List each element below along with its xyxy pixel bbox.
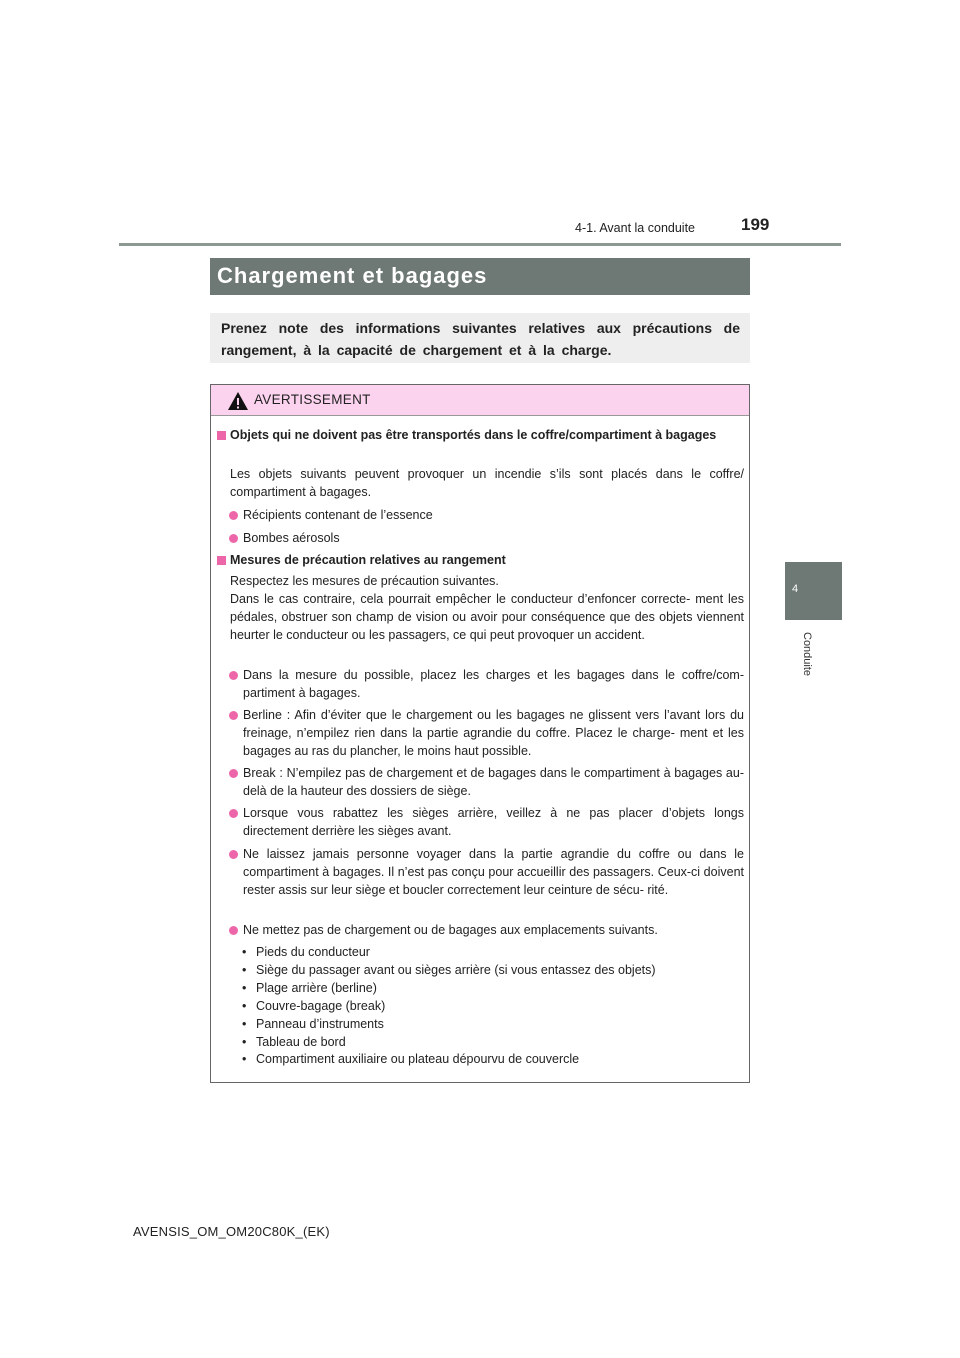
warning-header	[211, 385, 749, 416]
round-bullet-icon	[229, 850, 238, 859]
page-number: 199	[741, 215, 770, 234]
paragraph-text: Dans le cas contraire, cela pourrait empêcher le conducteur d’enfoncer correcte- ment les pédales, obstruer son champ de vision ou avoir pour conséquence que des objets viennent heurter le conducteur ou les passagers, ce qui peut provoquer un accident.	[230, 592, 744, 642]
round-bullet-icon	[229, 809, 238, 818]
sub-list-text: Compartiment auxiliaire ou plateau dépourvu de couvercle	[256, 1052, 580, 1066]
chapter-tab	[785, 562, 842, 620]
warning-title: AVERTISSEMENT	[254, 392, 371, 407]
square-bullet-icon	[217, 431, 226, 440]
list-item-text: Lorsque vous rabattez les sièges arrière, veillez à ne pas placer d’objets longs directement derrière les sièges avant.	[243, 806, 744, 838]
sub-list-text: Plage arrière (berline)	[256, 981, 377, 995]
round-bullet-icon	[229, 769, 238, 778]
document-footer: AVENSIS_OM_OM20C80K_(EK)	[133, 1224, 330, 1239]
sub-list-text: Siège du passager avant ou sièges arrière (si vous entassez des objets)	[256, 963, 656, 977]
round-bullet-icon	[229, 511, 238, 520]
section-header: 4-1. Avant la conduite	[575, 221, 695, 235]
list-item-text: Récipients contenant de l’essence	[243, 508, 433, 522]
round-bullet-icon	[229, 534, 238, 543]
intro-text: Prenez note des informations suivantes relatives aux précautions de rangement, à la capacité de chargement et à la charge.	[221, 320, 740, 358]
intro-box	[210, 313, 750, 363]
sub-list-text: Couvre-bagage (break)	[256, 999, 386, 1013]
section-heading-text: Objets qui ne doivent pas être transportés dans le coffre/compartiment à bagages	[230, 428, 717, 442]
list-item-text: Ne mettez pas de chargement ou de bagages aux emplacements suivants.	[243, 923, 658, 937]
paragraph-text: Respectez les mesures de précaution suivantes.	[230, 574, 499, 588]
square-bullet-icon	[217, 556, 226, 565]
sub-list-text: Panneau d’instruments	[256, 1017, 384, 1031]
round-bullet-icon	[229, 671, 238, 680]
title-bar	[210, 258, 750, 295]
round-bullet-icon	[229, 926, 238, 935]
header-rule	[119, 243, 841, 246]
chapter-label: Conduite	[801, 632, 813, 677]
list-item-text: Berline : Afin d’éviter que le chargement ou les bagages ne glissent vers l’avant lors du freinage, n’empilez rien dans la partie agrandie du coffre. Placez le charge- ment et les bagages au ras du plancher, le moins haut possible.	[243, 708, 744, 758]
warning-box: AVERTISSEMENT Objets qui ne doivent pas être transportés dans le coffre/compartiment à bagages Les objets suivants peuvent provoquer un incendie s’ils sont placés dans le coffre/ compartiment à bagages. Récipients contenant de l’essence Bombes aérosols Mesures de précaution relatives au rangement Respectez les mesures de précaution suivantes. Dans le cas contraire, cela pourrait empêcher le conducteur d’enfoncer correcte- ment les pédales, obstruer son champ de vision ou avoir pour conséquence que des objets viennent heurter le conducteur ou les passagers, ce qui peut provoquer un accident. Dans la mesure du possible, placez les charges et les bagages dans le coffre/com- partiment à bagages. Berline : Afin d’éviter que le chargement ou les bagages ne glissent vers l’avant lors du freinage, n’empilez rien dans la partie agrandie du coffre. Placez le charge- ment et les bagages au ras du plancher, le moins haut possible. Break : N’empilez pas de chargement et de bagages dans le compartiment à bagages au-delà de la hauteur des dossiers de siège. Lorsque vous rabattez les sièges arrière, veillez à ne pas placer d’objets longs directement derrière les sièges avant. Ne laissez jamais personne voyager dans la partie agrandie du coffre ou dans le compartiment à bagages. Il n’est pas conçu pour accueillir des passagers. Ceux-ci doivent rester assis sur leur siège et boucler correctement leur ceinture de sécu- rité. Ne mettez pas de chargement ou de bagages aux emplacements suivants. • Pieds du conducteur • Siège du passager avant ou sièges arrière (si vous entassez des objets) • Plage arrière (berline) • Couvre-bagage (break) • Panneau d’instruments • Tableau de bord • Compartiment auxiliaire ou plateau dépourvu de couvercle	[210, 384, 750, 1083]
round-bullet-icon	[229, 711, 238, 720]
list-item-text: Break : N’empilez pas de chargement et de bagages dans le compartiment à bagages au-delà de la hauteur des dossiers de siège.	[243, 766, 744, 798]
paragraph-text: Les objets suivants peuvent provoquer un incendie s’ils sont placés dans le coffre/ compartiment à bagages.	[230, 467, 744, 499]
section-heading-text: Mesures de précaution relatives au rangement	[230, 553, 506, 567]
warning-triangle-icon	[227, 391, 249, 411]
list-item-text: Dans la mesure du possible, placez les charges et les bagages dans le coffre/com- partiment à bagages.	[243, 668, 744, 700]
page-title: Chargement et bagages	[217, 263, 488, 288]
list-item-text: Bombes aérosols	[243, 531, 340, 545]
sub-list-text: Tableau de bord	[256, 1035, 346, 1049]
list-item-text: Ne laissez jamais personne voyager dans la partie agrandie du coffre ou dans le compartiment à bagages. Il n’est pas conçu pour accueillir des passagers. Ceux-ci doivent rester assis sur leur siège et boucler correctement leur ceinture de sécu- rité.	[243, 847, 744, 897]
sub-list-text: Pieds du conducteur	[256, 945, 370, 959]
chapter-number: 4	[792, 583, 799, 595]
